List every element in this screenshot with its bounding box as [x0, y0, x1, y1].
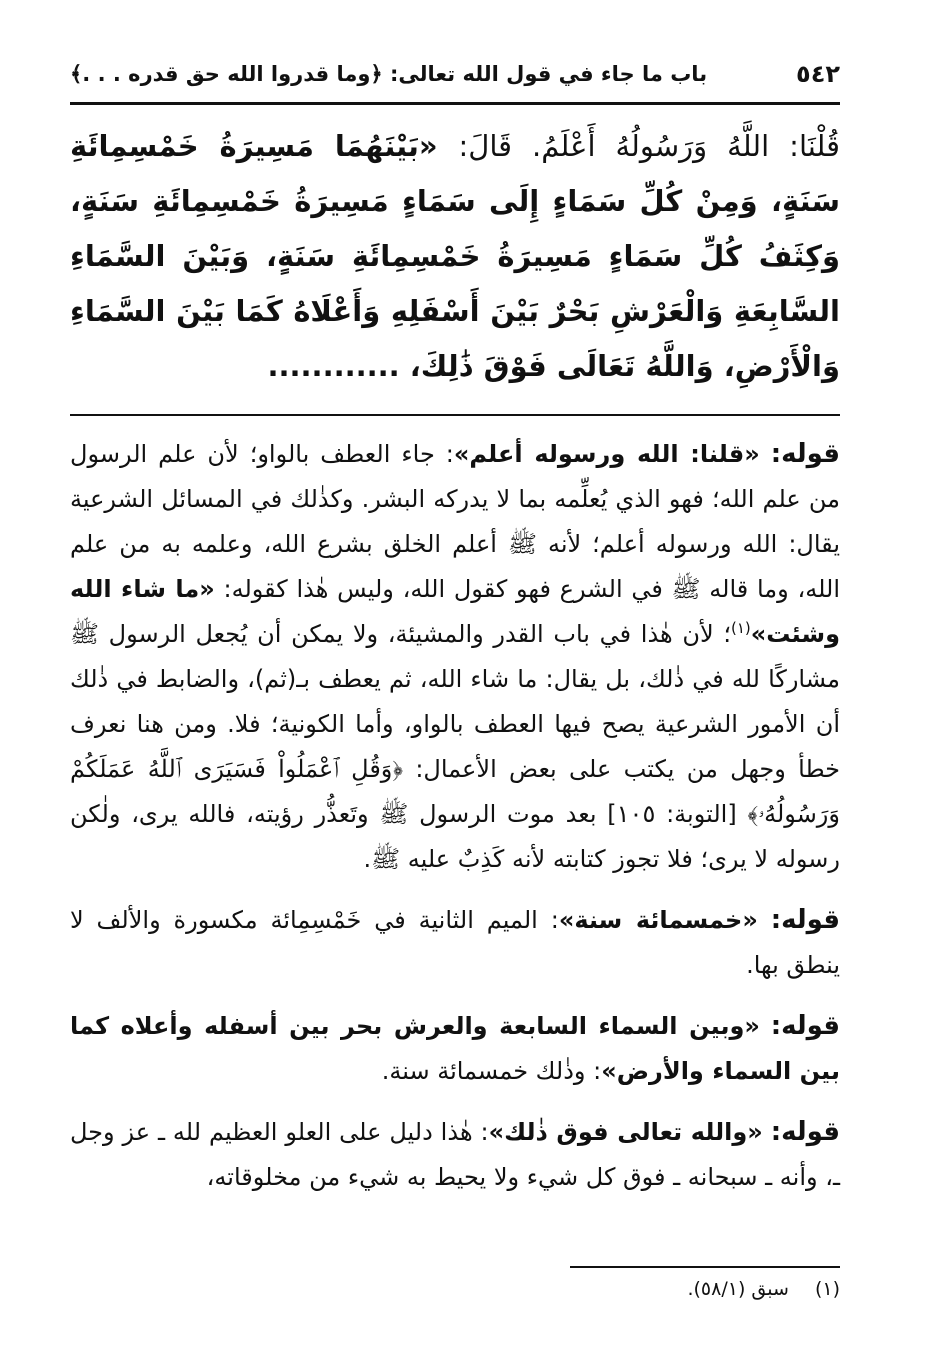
hadith-lead: قُلْنَا: اللَّهُ وَرَسُولُهُ أَعْلَمُ. قَالَ: — [458, 129, 840, 163]
commentary-paragraph-1 — [70, 432, 840, 882]
hadith-body: «بَيْنَهُمَا مَسِيرَةُ خَمْسِمِائَةِ سَنَةٍ، وَمِنْ كُلِّ سَمَاءٍ إِلَى سَمَاءٍ مَسِيرَةُ خَمْسِمِائَةِ سَنَةٍ، وَكِثَفُ كُلِّ سَمَاءٍ مَسِيرَةُ خَمْسِمِائَةِ سَنَةٍ، وَبَيْنَ السَّمَاءِ السَّابِعَةِ وَالْعَرْشِ بَحْرٌ بَيْنَ أَسْفَلِهِ وَأَعْلَاهُ كَمَا بَيْنَ السَّمَاءِ وَالْأَرْضِ، وَاللَّهُ تَعَالَى فَوْقَ ذَٰلِكَ، ............ — [70, 129, 840, 383]
footnote-number: (١) — [814, 1278, 840, 1300]
text-divider — [70, 414, 840, 416]
commentary-paragraph-3 — [70, 1004, 840, 1094]
quoted-phrase: «قلنا: الله ورسوله أعلم» — [453, 440, 760, 468]
quoted-phrase: «وبين السماء السابعة والعرش بحر بين أسفله وأعلاه كما بين السماء والأرض» — [70, 1012, 840, 1085]
footnote — [687, 1278, 840, 1300]
commentary-text: [التوبة: ١٠٥] بعد موت الرسول ﷺ وتَعذُّر رؤيته، فالله يرى، ولٰكن رسوله لا يرى؛ فلا تجوز كتابته لأنه كَذِبٌ عليه ﷺ. — [70, 800, 840, 873]
quoted-phrase: «خمسمائة سنة» — [558, 906, 758, 934]
commentary-paragraph-4 — [70, 1110, 840, 1200]
commentary-text: : وذٰلك خمسمائة سنة. — [381, 1057, 602, 1085]
running-header — [70, 52, 840, 105]
page-number: ٥٤٢ — [796, 60, 840, 88]
qawluh-label: قوله: — [770, 1117, 840, 1147]
qawluh-label: قوله: — [770, 1011, 840, 1041]
commentary-text: ؛ لأن هٰذا في باب القدر والمشيئة، ولا يمكن أن يُجعل الرسول ﷺ مشاركًا لله في ذٰلك، بل يقال: ما شاء الله، ثم يعطف بـ(ثم)، والضابط في ذٰلك أن الأمور الشرعية يصح فيها العطف بالواو، وأما الكونية؛ فلا. ومن هنا نعرف خطأ وجهل من يكتب على بعض الأعمال: — [70, 620, 840, 783]
quoted-phrase: «والله تعالى فوق ذٰلك» — [488, 1118, 763, 1146]
footnote-text: سبق (٥٨/١). — [687, 1278, 789, 1300]
commentary-text: : الميم الثانية في خَمْسِمِائة مكسورة والألف لا ينطق بها. — [70, 906, 840, 979]
footnote-divider — [570, 1266, 840, 1268]
qawluh-label: قوله: — [770, 439, 840, 469]
commentary-text: : جاء العطف بالواو؛ لأن علم الرسول من علم الله؛ فهو الذي يُعلِّمه بما لا يدركه البشر. وكذٰلك في المسائل الشرعية يقال: الله ورسوله أعلم؛ لأنه ﷺ أعلم الخلق بشرع الله، وعلمه به من علم الله، وما قاله ﷺ في الشرع فهو كقول الله، وليس هٰذا كقوله: — [70, 440, 840, 603]
footnote-reference[interactable]: (١) — [730, 619, 751, 637]
hadith-text — [70, 119, 840, 394]
qawluh-label: قوله: — [770, 905, 840, 935]
commentary-text: : هٰذا دليل على العلو العظيم لله ـ عز وجل ـ، وأنه ـ سبحانه ـ فوق كل شيء ولا يحيط به شيء من مخلوقاته، — [70, 1118, 840, 1191]
commentary-paragraph-2 — [70, 898, 840, 988]
chapter-title: باب ما جاء في قول الله تعالى: ﴿وما قدروا الله حق قدره . . .﴾ — [70, 62, 708, 86]
quoted-phrase: «ما شاء الله وشئت» — [70, 575, 840, 648]
quran-verse: ﴿وَقُلِ ٱعْمَلُواْ فَسَيَرَى ٱللَّهُ عَمَلَكُمْ وَرَسُولُهُۥ﴾ — [70, 755, 840, 828]
